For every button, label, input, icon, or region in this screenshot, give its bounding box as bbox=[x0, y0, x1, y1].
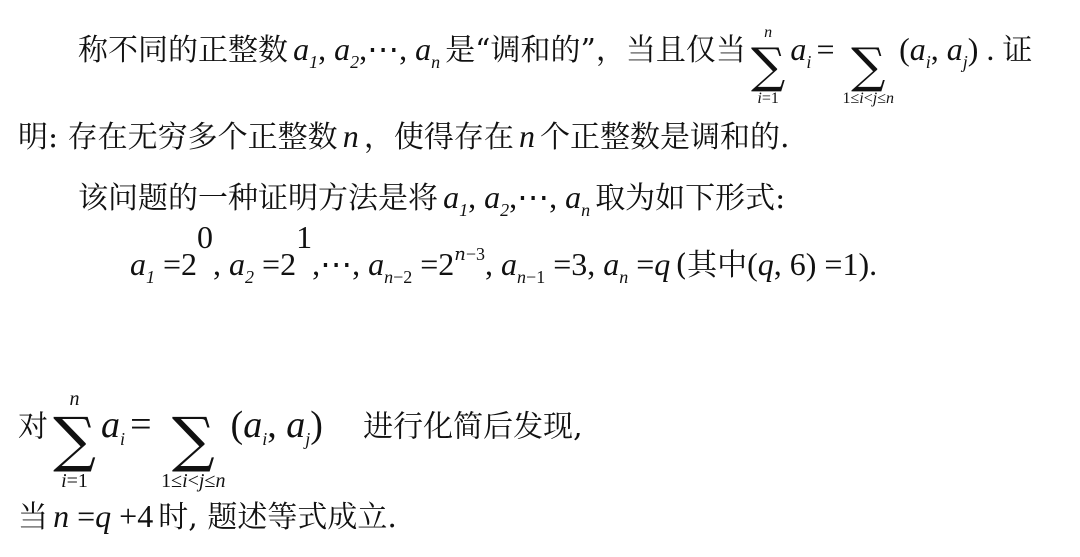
dui-text: 对 bbox=[18, 409, 48, 445]
sum-upper-limit: n bbox=[764, 24, 773, 41]
paragraph-problem bbox=[18, 120, 790, 153]
dang-text: 当 bbox=[18, 500, 48, 535]
var-n: n bbox=[518, 118, 535, 154]
method-text-b: 取为如下形式: bbox=[595, 181, 786, 216]
sequence-expression: $a_1$, $a_2,\cdots$, $a_n$ bbox=[443, 179, 591, 221]
problem-text-a: 明: 存在无穷多个正整数 bbox=[18, 120, 338, 155]
definition-tail-text: 证 bbox=[1002, 33, 1033, 69]
problem-text-b: ，使得存在 bbox=[363, 120, 514, 155]
method-text-a: 该问题的一种证明方法是将 bbox=[78, 181, 438, 216]
sum-lower-limit: i=1 bbox=[757, 89, 779, 107]
paragraph-definition bbox=[78, 14, 1033, 107]
sum-operator: n ∑ i=1 bbox=[750, 24, 786, 107]
conclusion-text: 时, 题述等式成立. bbox=[158, 500, 397, 535]
sum-term: $a_i$ bbox=[790, 31, 812, 73]
paragraph-method bbox=[78, 179, 786, 221]
definition-lead-text: 称不同的正整数 bbox=[78, 33, 288, 69]
problem-text-c: 个正整数是调和的. bbox=[540, 120, 790, 155]
formula-construction: $a_1 =2^0$, $a_2$ $=2^1,\cdots$, $a_{n-2} =2^{n-3}$, $a_{n-1} =3$, $a_n =q$ (其中(q, 6) =1). bbox=[130, 218, 878, 288]
simplify-text: 进行化简后发现, bbox=[363, 409, 583, 445]
sequence-expression: $a_1$, $a_2,\cdots$, $a_n$ bbox=[293, 31, 441, 73]
equals-sign: = bbox=[816, 31, 843, 68]
definition-mid-text: 是“调和的”，当且仅当 bbox=[445, 33, 746, 69]
qizhong-text: (其中 bbox=[675, 248, 748, 283]
gcd-sum-lower-limit: 1≤i<j≤n bbox=[842, 89, 894, 107]
gcd-sum-operator-large: ∑ 1≤i<j≤n bbox=[161, 405, 226, 492]
gcd-term: ($a_i$, $a_j$) . bbox=[899, 31, 1003, 73]
gcd-sum-operator: ∑ 1≤i<j≤n bbox=[842, 37, 894, 107]
paragraph-simplify: 对 n ∑ i=1 $a_i$ = ∑ 1≤i<j≤n ($a_i$, $a_j$) 进行化简后发现, bbox=[18, 388, 583, 492]
sum-operator-large: n ∑ i=1 bbox=[53, 388, 96, 492]
paragraph-conclusion: 当 n =q +4 时, 题述等式成立. bbox=[18, 498, 397, 535]
var-n: n bbox=[342, 118, 359, 154]
